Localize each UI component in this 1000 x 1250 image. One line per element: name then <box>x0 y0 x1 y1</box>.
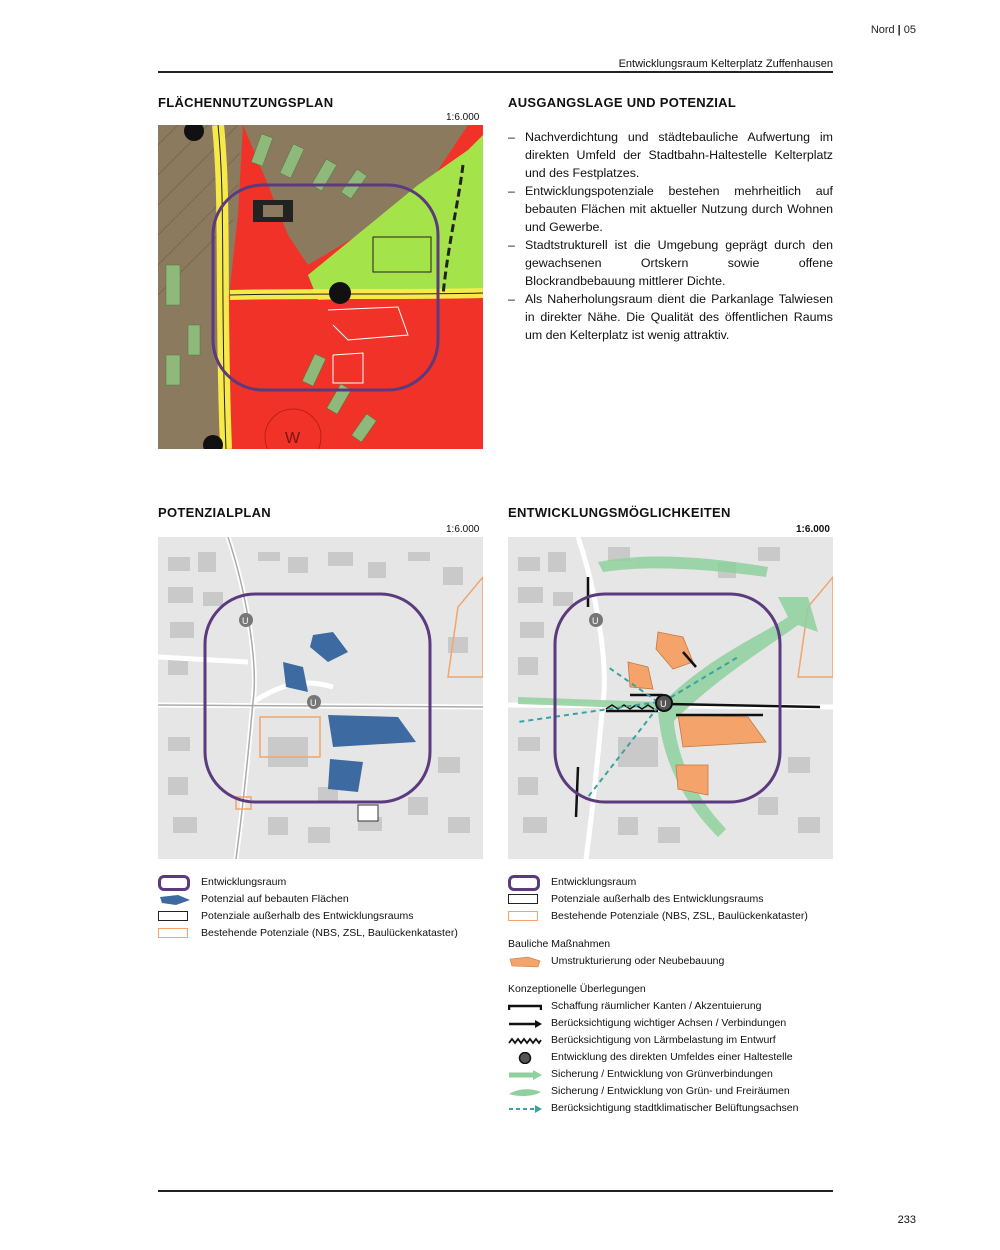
legend-swatch-outside <box>158 911 188 921</box>
potenzialplan-heading: POTENZIALPLAN <box>158 505 271 520</box>
fnp-map <box>158 125 483 449</box>
section-nav <box>871 24 916 36</box>
legend-label: Entwicklung des direkten Umfeldes einer Haltestelle <box>551 1051 793 1063</box>
potenzialplan-legend <box>158 875 478 943</box>
legend-item <box>158 926 478 943</box>
legend-item <box>508 954 833 971</box>
entwicklung-legend <box>508 875 833 1118</box>
header-rule <box>158 71 833 73</box>
legend-label: Schaffung räumlicher Kanten / Akzentuierung <box>551 1000 762 1012</box>
page-code: 05 <box>903 24 916 36</box>
legend-item <box>508 1016 833 1033</box>
entwicklung-stop-label: U <box>592 616 599 626</box>
stop-environment-icon <box>508 1052 542 1064</box>
legend-item <box>508 875 833 892</box>
legend-label: Bestehende Potenziale (NBS, ZSL, Baulückenkataster) <box>201 927 458 939</box>
legend-item <box>508 1101 833 1118</box>
entwicklung-map <box>508 537 833 859</box>
legend-label: Berücksichtigung wichtiger Achsen / Verbindungen <box>551 1017 787 1029</box>
dashed-arrow-icon <box>508 1103 542 1115</box>
separator: | <box>897 24 901 36</box>
legend-swatch-existing <box>158 928 188 938</box>
potential-list <box>508 128 833 344</box>
section-name: Nord <box>870 24 895 36</box>
entwicklung-heading: ENTWICKLUNGSMÖGLICHKEITEN <box>508 505 731 520</box>
legend-label: Berücksichtigung stadtklimatischer Belüftungsachsen <box>551 1102 799 1114</box>
potenzial-stop-label-2: U <box>310 698 317 708</box>
entwicklung-stop-label-2: U <box>660 699 667 709</box>
legend-label: Potenziale außerhalb des Entwicklungsraums <box>551 893 764 905</box>
legend-item <box>508 999 833 1016</box>
legend-swatch-orange <box>508 956 542 968</box>
list-item: – Nachverdichtung und städtebauliche Aufwertung im direkten Umfeld der Stadtbahn-Haltestelle Kelterplatz und des Festplatzes. <box>508 128 833 182</box>
legend-swatch-entwicklungsraum <box>508 875 540 891</box>
legend-swatch-outside <box>508 894 538 904</box>
green-area-icon <box>508 1086 542 1098</box>
potenzialplan-map <box>158 537 483 859</box>
legend-item <box>508 1084 833 1101</box>
footer-rule <box>158 1190 833 1192</box>
entwicklung-scale: 1:6.000 <box>796 524 830 535</box>
legend-label: Umstrukturierung oder Neubebauung <box>551 955 725 967</box>
page-number: 233 <box>897 1214 916 1226</box>
legend-item <box>508 1033 833 1050</box>
legend-item <box>158 909 478 926</box>
legend-swatch-blue <box>158 894 192 906</box>
potenzial-stop-label: U <box>242 616 249 626</box>
potenzialplan-scale: 1:6.000 <box>446 524 480 535</box>
legend-item <box>508 909 833 926</box>
legend-label: Potenzial auf bebauten Flächen <box>201 893 349 905</box>
legend-label: Berücksichtigung von Lärmbelastung im Entwurf <box>551 1034 776 1046</box>
legend-item <box>158 875 478 892</box>
legend-label: Potenziale außerhalb des Entwicklungsraums <box>201 910 414 922</box>
legend-item <box>508 1067 833 1084</box>
bauliche-heading: Bauliche Maßnahmen <box>508 938 611 950</box>
legend-label: Sicherung / Entwicklung von Grün- und Freiräumen <box>551 1085 790 1097</box>
fnp-w-label: W <box>285 430 301 447</box>
legend-label: Entwicklungsraum <box>201 876 287 888</box>
legend-swatch-entwicklungsraum <box>158 875 190 891</box>
legend-item <box>158 892 478 909</box>
fnp-heading: FLÄCHENNUTZUNGSPLAN <box>158 95 334 110</box>
potential-heading: AUSGANGSLAGE UND POTENZIAL <box>508 95 737 110</box>
list-item: – Als Naherholungsraum dient die Parkanlage Talwiesen in direkter Nähe. Die Qualität des öffentlichen Raums um den Kelterplatz ist wenig attraktiv. <box>508 290 833 344</box>
fnp-scale: 1:6.000 <box>446 112 480 123</box>
legend-item <box>508 1050 833 1067</box>
green-arrow-icon <box>508 1069 542 1081</box>
document-title: Entwicklungsraum Kelterplatz Zuffenhausen <box>618 58 833 70</box>
list-item: – Entwicklungspotenziale bestehen mehrheitlich auf bebauten Flächen mit aktueller Nutzung durch Wohnen und Gewerbe. <box>508 182 833 236</box>
legend-swatch-existing <box>508 911 538 921</box>
legend-label: Entwicklungsraum <box>551 876 637 888</box>
legend-label: Sicherung / Entwicklung von Grünverbindungen <box>551 1068 773 1080</box>
edge-line-icon <box>508 1001 542 1013</box>
list-item: – Stadtstrukturell ist die Umgebung geprägt durch den gewachsenen Ortskern sowie offene Blockrandbebauung mittlerer Dichte. <box>508 236 833 290</box>
konzept-heading: Konzeptionelle Überlegungen <box>508 983 646 995</box>
legend-item <box>508 892 833 909</box>
zigzag-icon <box>508 1035 542 1047</box>
legend-label: Bestehende Potenziale (NBS, ZSL, Baulückenkataster) <box>551 910 808 922</box>
arrow-right-icon <box>508 1018 542 1030</box>
